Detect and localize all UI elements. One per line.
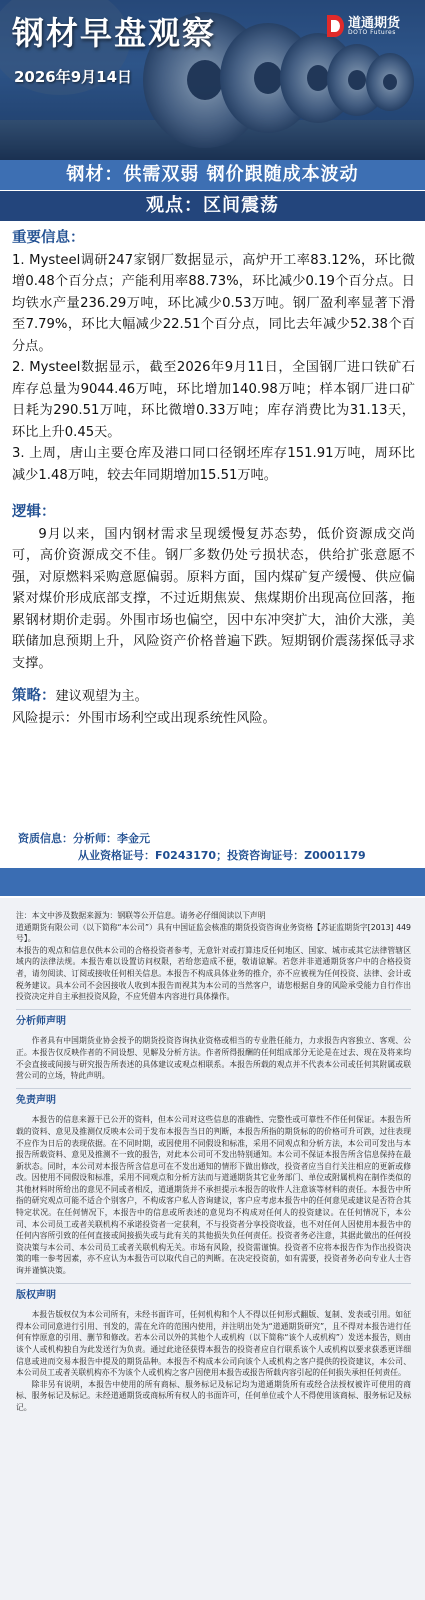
company-logo [325,12,420,40]
analyst-info [0,826,425,866]
analyst-name: 资质信息：分析师：李金元 [18,832,150,845]
copyright-text: 本报告版权仅为本公司所有，未经书面许可，任何机构和个人不得以任何形式翻版、复制、发表或引用。如征得本公司同意进行引用、刊发的，需在允许的范围内使用，并注明出处为“道通期货研究”，且不得对本报告进行任何有悖原意的引用、删节和修改。若本公司以外的其他个人或机构（以下简称“该个人或机构”）发送本报告，则由该个人或机构独自为此发送行为负责。通过此途径获得本报告的投资者应自行联系该个人或机构以要求获悉更详细信息或进而交易本报告中提及的期货品种。本报告不构成本公司向该个人或机构之客户提供的投资建议，本公司、本公司员工或者关联机构亦不为该个人或机构之客户因使用本报告或报告所载内容引起的任何损失承担任何责任。 [16,1310,411,1378]
important-item-3: 3. 上周，唐山主要仓库及港口同口径钢坯库存151.91万吨，周环比减少1.48万吨，较去年同期增加15.51万吨。 [12,446,415,483]
data-source-note: 注：本文中涉及数据来源为：钢联等公开信息。请务必仔细阅读以下声明 [16,911,266,920]
viewpoint-bar: 观点：区间震荡 [0,191,425,221]
important-item-1: 1. Mysteel调研247家钢厂数据显示，高炉开工率83.12%，环比微增0.48个百分点；产能利用率88.73%，环比减少0.19个百分点。日均铁水产量236.29万吨，环比减少0.53万吨。钢厂盈利率显著下滑至7.79%，环比大幅减少22.51个百分点，同比去年减少52.38个百分点。 [12,252,415,354]
report-banner [0,0,425,160]
logic-text: 9月以来，国内钢材需求呈现缓慢复苏态势，低价资源成交尚可，高价资源成交不佳。钢厂多数仍处亏损状态，供给扩张意愿不强，对原燃料采购意愿偏弱。原料方面，国内煤矿复产缓慢、供应偏紧对煤价形成底部支撑，不过近期焦炭、焦煤期价出现高位回落，拖累钢材期价走弱。外围市场也偏空，因中东冲突扩大，油价大涨，美联储加息预期上升，风险资产价格普遍下跌。短期钢价震荡探低寻求支撑。 [12,526,415,671]
report-title: 钢材早盘观察 [12,14,217,52]
analyst-statement-heading: 分析师声明 [16,1015,66,1027]
copyright-heading: 版权声明 [16,1289,56,1301]
headline-bar: 钢材：供需双弱 钢价跟随成本波动 [0,160,425,190]
important-info-heading: 重要信息： [12,230,85,246]
doto-logo-icon [325,13,345,39]
company-qualification: 道通期货有限公司（以下简称“本公司”）具有中国证监会核准的期货投资咨询业务资格【苏证监期货字[2013] 449号】。 [16,922,411,944]
logo-english-name: DOTO Futures [348,29,396,36]
disclaimer-intro: 本报告的观点和信息仅供本公司的合格投资者参考，无意针对或打算违反任何地区、国家、城市或其它法律管辖区域内的法律法规。本报告难以设置访问权限，若给您造成不便，敬请谅解。若您并非道通期货客户中的合格投资者，请勿阅读、订阅或接收任何相关信息。本报告不构成具体业务的推介，亦不应被视为任何投资、法律、会计或税务建议。具本公司不会因接收人收到本报告而视其为本公司的当然客户，请您根据自身的风险承受能力自行作出投资决定并自主承担投资风险，不应凭借本内容进行具体操作。 [16,945,411,1002]
strategy-line [12,686,415,708]
logic-heading: 逻辑： [12,504,56,520]
divider [16,1283,411,1284]
divider [16,1009,411,1010]
important-item-2: 2. Mysteel数据显示，截至2026年9月11日，全国钢厂进口铁矿石库存总量为9044.46万吨，环比增加140.98万吨；样本钢厂进口矿日耗为290.51万吨，环比微增0.33万吨；库存消费比为31.13天，环比上升0.45天。 [12,360,415,440]
report-body [12,226,415,729]
risk-warning: 风险提示：外围市场利空或出现系统性风险。 [12,710,276,726]
exemption-heading: 免责声明 [16,1094,56,1106]
strategy-heading: 策略： [12,688,56,704]
analyst-statement-text: 作者具有中国期货业协会授予的期货投资咨询执业资格或相当的专业胜任能力，力求报告内容独立、客观、公正。本报告仅反映作者的不同设想、见解及分析方法。作者所得报酬的任何组成部分无论是在过去、现在及将来均不会直接或间接与研究报告所表述的具体建议或观点相联系。本报告所载的观点并不代表本公司或任何其附属或联营公司的立场，特此声明。 [16,1036,411,1081]
strategy-text: 建议观望为主。 [55,689,148,704]
exemption-text: 本报告的信息来源于已公开的资料，但本公司对这些信息的准确性、完整性或可靠性不作任何保证。本报告所载的资料、意见及推测仅反映本公司于发布本报告当日的判断，本报告所指的期货标的的价格可升可跌，过往表现不应作为日后的表现依据。在不同时期，或因使用不同假设和标准，采用不同观点和分析方法，本公司可发出与本报告所载资料、意见及推测不一致的报告，对此本公司可不发出特别通知。本公司不保证本报告所含信息保持在最新状态。同时，本公司对本报告所含信息可在不发出通知的情形下做出修改，投资者应当自行关注相应的更新或修改。因使用不同假设和标准，采用不同观点和分析方法而与道通期货其它业务部门、单位或附属机构在制作类似的其他材料时所给出的意见不同或者相反，道通期货并不承担提示本报告的收件人注意该等材料的责任。本报告中所指的研究观点可能不适合个别客户，不构成客户私人咨询建议，客户应考虑本报告中的任何意见或建议是否符合其特定状况。在任何情况下，本报告中的信息或所表述的意见均不构成对任何人的投资建议。在任何情况下，本公司、本公司员工或者关联机构不承诺投资者一定获利，不与投资者分享投资收益，也不对任何人因使用本报告中的任何内容所引致的任何直接或间接损失或与此有关的其他损失负任何责任。投资者务必注意，其据此做出的任何投资决策与本公司、本公司员工或者关联机构无关。市场有风险，投资需谨慎。投资者不应将本报告作为作出投资决策的唯一参考因素，亦不应认为本报告可以取代自己的判断。在决定投资前，如有需要，投资者务必向专业人士咨询并谨慎决策。 [16,1115,411,1276]
disclaimer-section [0,898,425,1600]
analyst-license: 从业资格证号：F0243170；投资咨询证号：Z0001179 [78,849,366,862]
logo-name: 道通期货 [348,16,401,31]
divider [16,1088,411,1089]
copyright-text-2: 除非另有说明，本报告中使用的所有商标、服务标记及标记均为道通期货所有或经合法授权被许可使用的商标、服务标记及标记。未经道通期货或商标所有权人的书面许可，任何单位或个人不得使用该商标、服务标记及标记。 [16,1379,411,1412]
report-date: 2026年9月14日 [14,68,133,86]
section-divider-bar [0,868,425,896]
